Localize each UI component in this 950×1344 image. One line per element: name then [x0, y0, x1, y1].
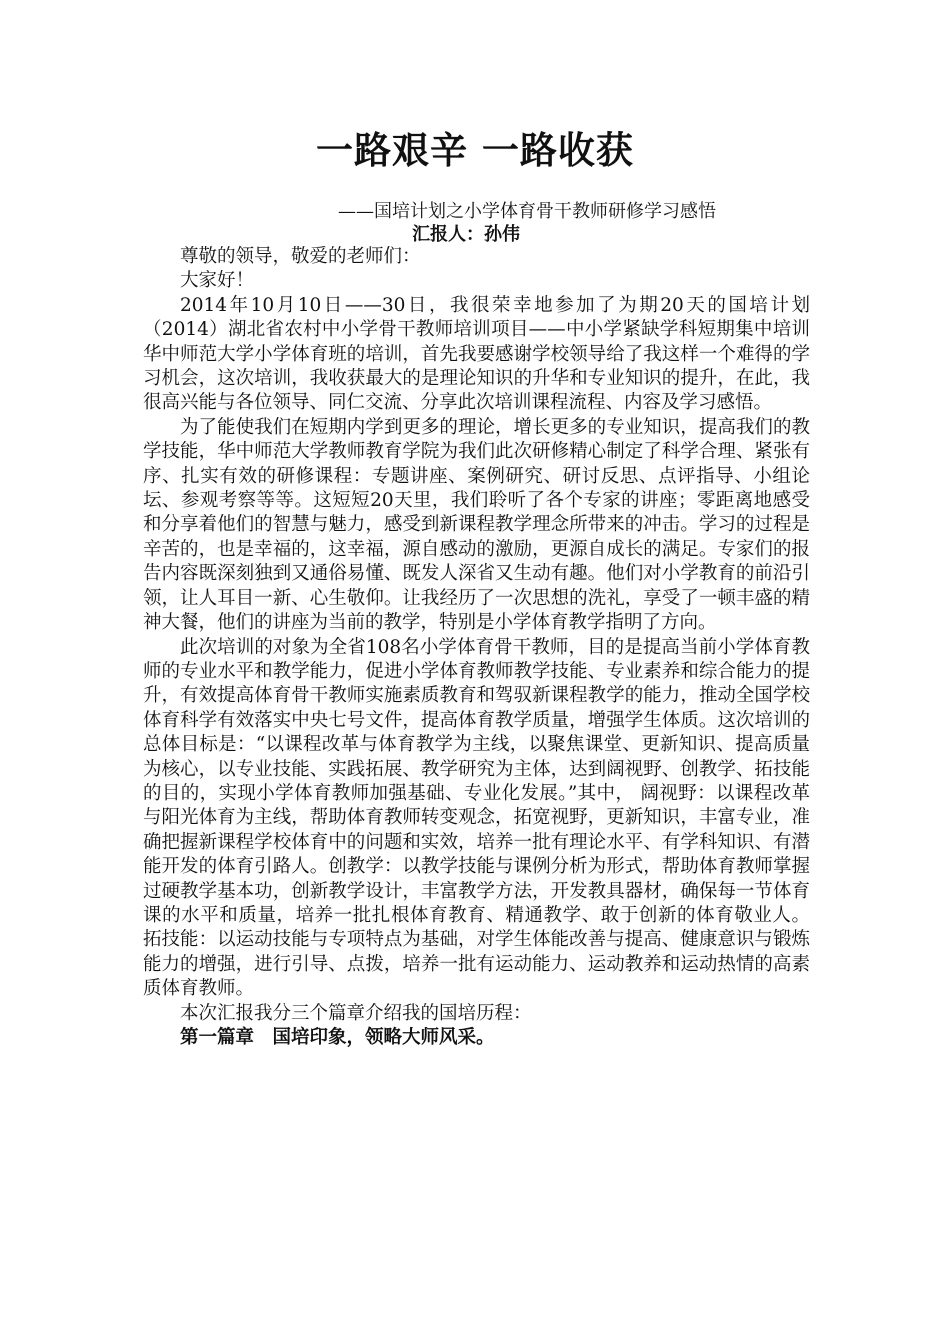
body-paragraph: 本次汇报我分三个篇章介绍我的国培历程： [180, 1002, 532, 1024]
document-subtitle: ——国培计划之小学体育骨干教师研修学习感悟 [338, 201, 716, 222]
body-paragraph: 此次培训的对象为全省108名小学体育骨干教师，目的是提高当前小学体育教师的专业水平和教学能力，促进小学体育教师教学技能、专业素养和综合能力的提升，有效提高体育骨干教师实施素质教育和驾驭新课程教学的能力，推动全国学校体育科学有效落实中央七号文件，提高体育教学质量，增强学生体质。这次培训的总体目标是：“以课程改革与体育教学为主线，以聚焦课堂、更新知识、提高质量为核心，以专业技能、实践拓展、教学研究为主体，达到阔视野、创教学、拓技能的目的，实现小学体育教师加强基础、专业化发展。”其中， 阔视野：以课程改革与阳光体育为主线，帮助体育教师转变观念，拓宽视野，更新知识，丰富专业，准确把握新课程学校体育中的问题和实效，培养一批有理论水平、有学科知识、有潜能开发的体育引路人。创教学：以教学技能与课例分析为形式，帮助体育教师掌握过硬教学基本功，创新教学设计，丰富教学方法，开发教具器材，确保每一节体育课的水平和质量，培养一批扎根体育教育、精通教学、敢于创新的体育敬业人。 拓技能：以运动技能与专项特点为基础，对学生体能改善与提高、健康意识与锻炼能力的增强，进行引导、点拨，培养一批有运动能力、运动教养和运动热情的高素质体育教师。 [143, 636, 810, 1000]
body-paragraph: 2014年10月10日——30日，我很荣幸地参加了为期20天的国培计划（2014）湖北省农村中小学骨干教师培训项目——中小学紧缺学科短期集中培训华中师范大学小学体育班的培训，首先我要感谢学校领导给了我这样一个难得的学习机会，这次培训，我收获最大的是理论知识的升华和专业知识的提升，在此，我很高兴能与各位领导、同仁交流、分享此次培训课程流程、内容及学习感悟。 [143, 294, 810, 414]
document-body [143, 245, 810, 1050]
greeting: 大家好！ [180, 270, 255, 292]
salutation: 尊敬的领导，敬爱的老师们： [180, 246, 421, 267]
body-paragraph: 为了能使我们在短期内学到更多的理论，增长更多的专业知识，提高我们的教学技能，华中师范大学教师教育学院为我们此次研修精心制定了科学合理、紧张有序、扎实有效的研修课程：专题讲座、案例研究、研讨反思、点评指导、小组论坛、参观考察等等。这短短20天里，我们聆听了各个专家的讲座；零距离地感受和分享着他们的智慧与魅力，感受到新课程教学理念所带来的冲击。学习的过程是辛苦的，也是幸福的，这幸福，源自感动的激励，更源自成长的满足。专家们的报告内容既深刻独到又通俗易懂、既发人深省又生动有趣。他们对小学教育的前沿引领，让人耳目一新、心生敬仰。让我经历了一次思想的洗礼，享受了一顿丰盛的精神大餐，他们的讲座为当前的教学，特别是小学体育教学指明了方向。 [143, 416, 810, 634]
reporter-line: 汇报人：孙伟 [412, 224, 520, 245]
chapter-heading: 第一篇章 国培印象，领略大师风采。 [180, 1027, 495, 1048]
document-title: 一路艰辛 一路收获 [316, 129, 634, 172]
